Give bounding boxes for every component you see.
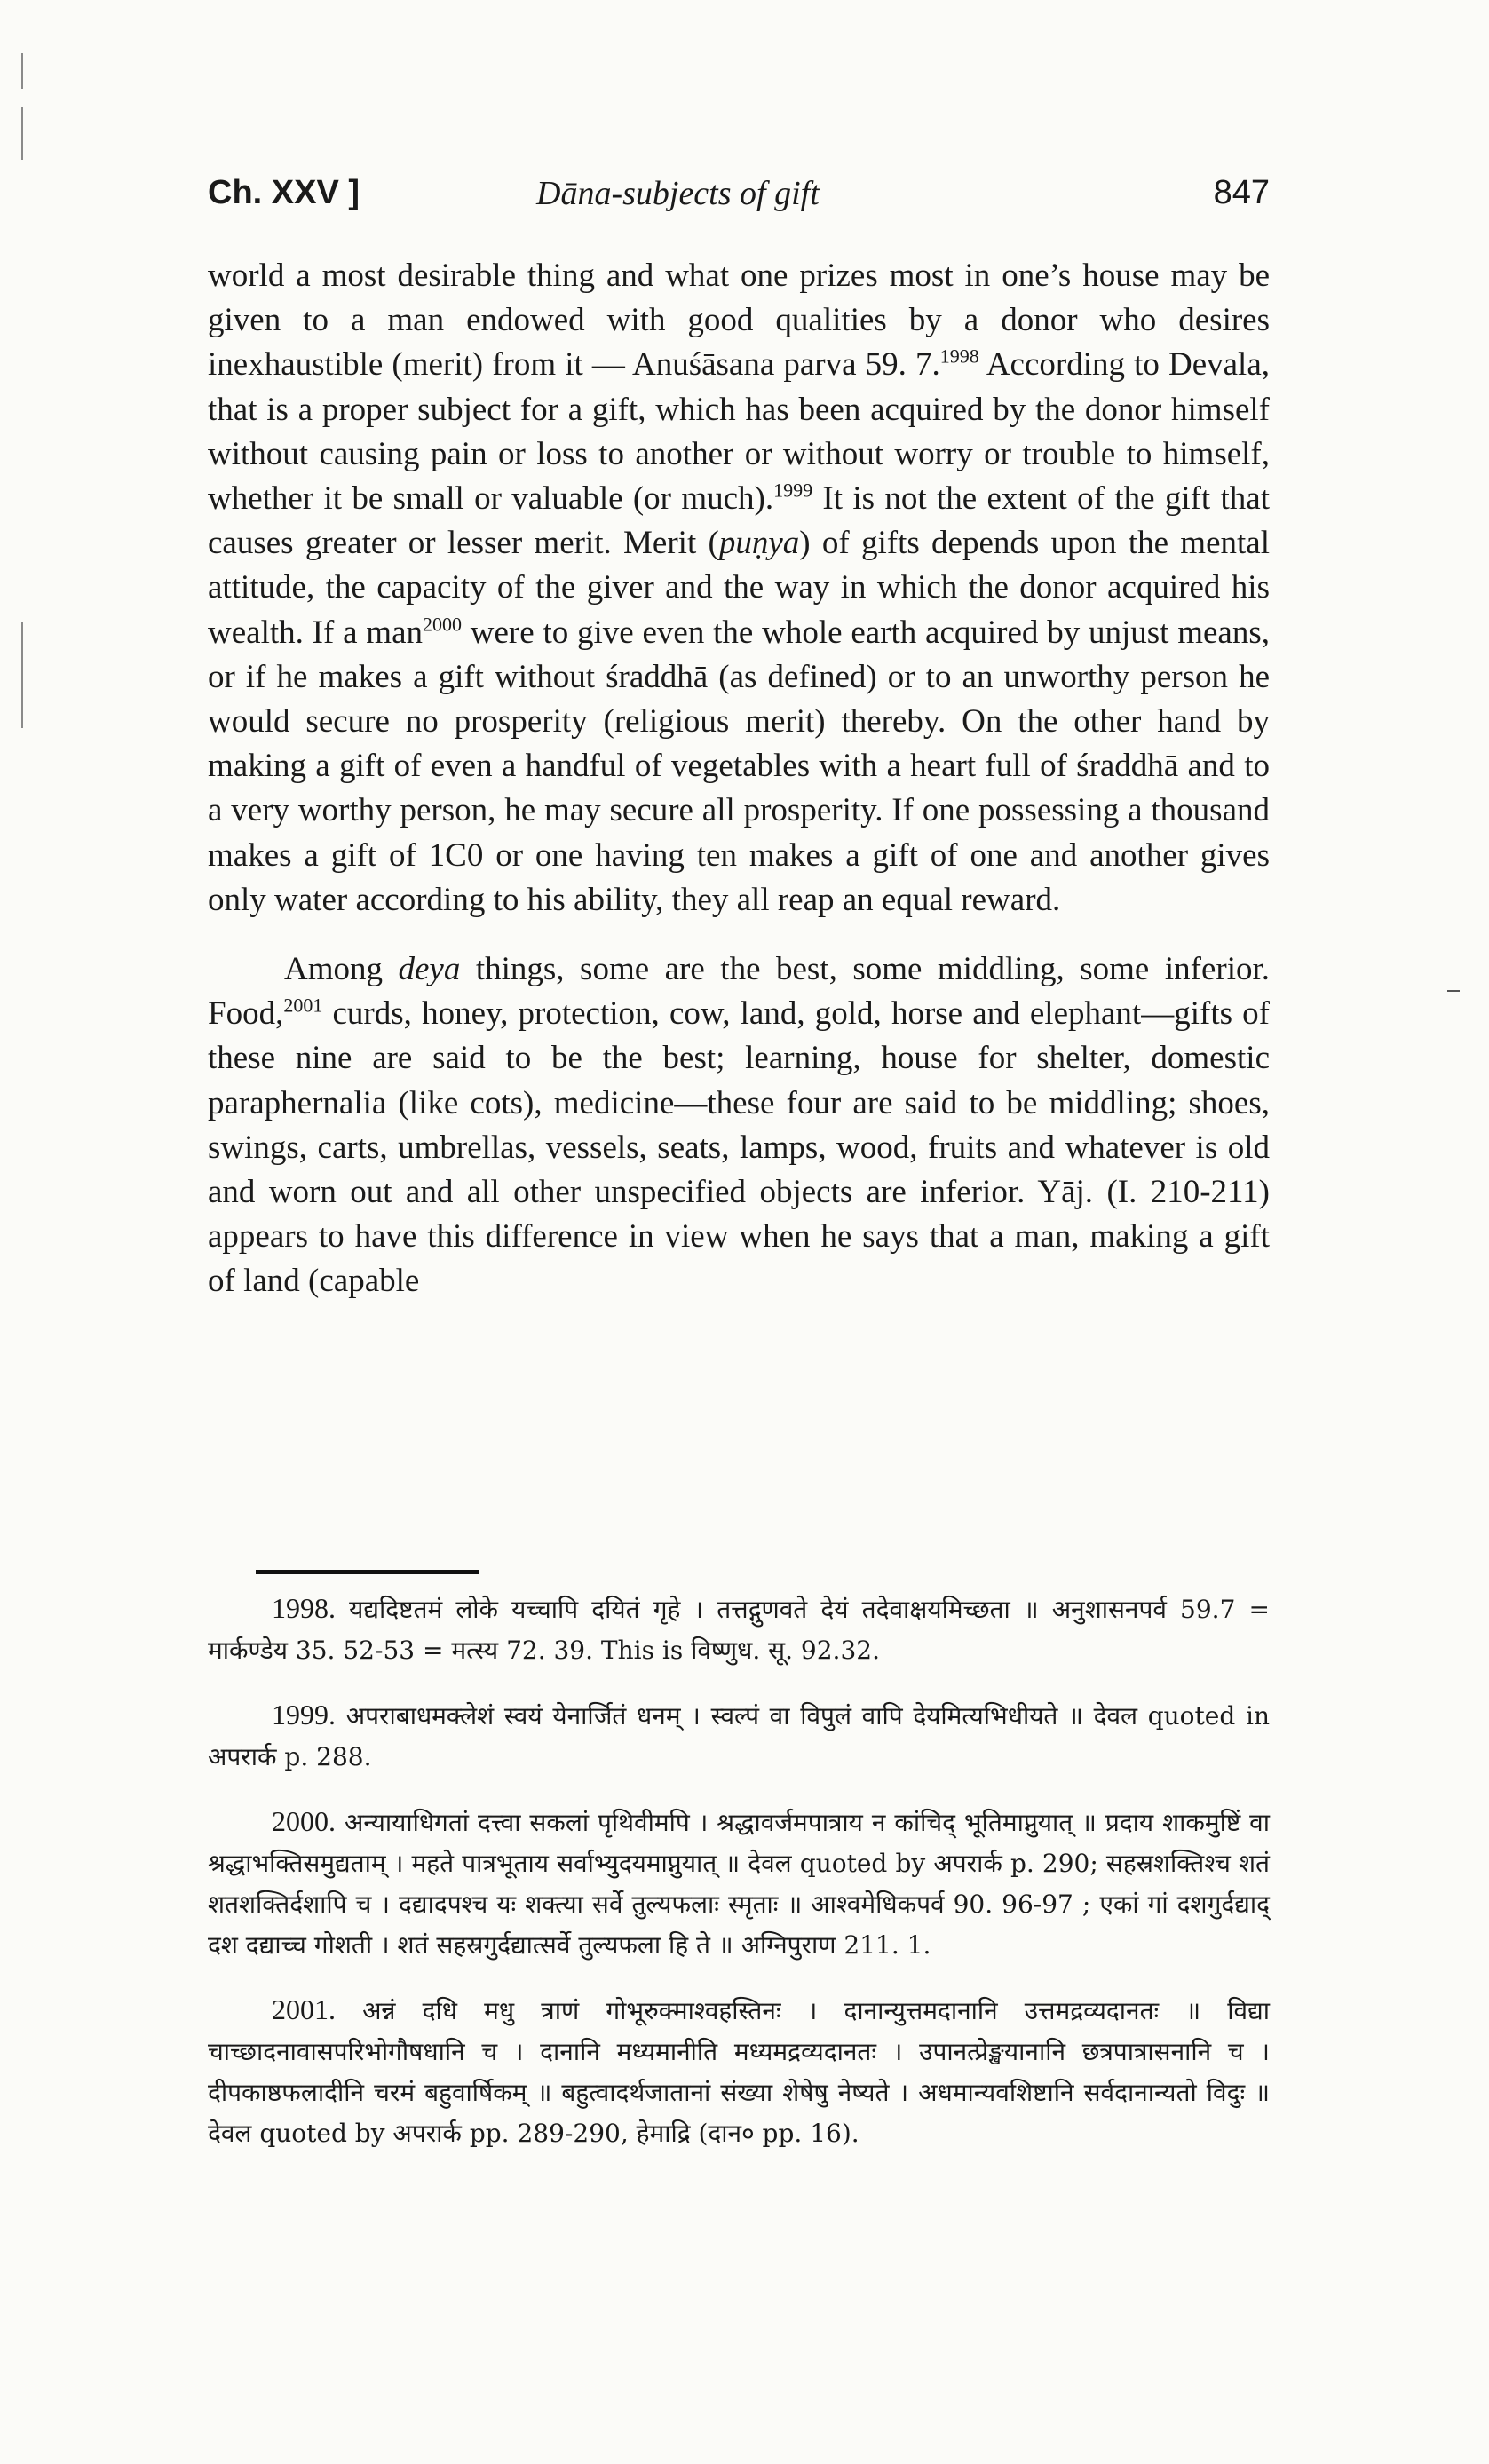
italic-term: deya [398,951,461,988]
footnote-text: अपराबाधमक्लेशं स्वयं येनार्जितं धनम् । स्वल्पं वा विपुलं वापि देयमित्यभिधीयते ॥ देवल quoted in अपरार्क p. 288. [208,1701,1270,1771]
footnote-number: 2001. [272,1993,336,2025]
text-run: were to give even the whole earth acquired by unjust means, or if he makes a gift without śraddhā (as defined) or to an unworthy person he would secure no prosperity (religious merit) thereby. On the other hand by making a gift of even a handful of vegetables with a heart full of śraddhā and to a very worthy person, he may secure all prosperity. If one possessing a thousand makes a gift of 1C0 or one having ten makes a gift of one and another gives only water according to his ability, they all reap an equal reward. [208,614,1270,918]
footnote-divider [256,1570,479,1574]
footnote [208,1989,1270,2154]
footnote-number: 2000. [272,1805,336,1837]
scan-margin-line [21,53,23,89]
footnote-text: अन्नं दधि मधु त्राणं गोभूरुक्माश्वहस्तिनः । दानान्युत्तमदानानि उत्तमद्रव्यदानतः ॥ विद्या चाच्छादनावासपरिभोगौषधानि च । दानानि मध्यमानीति मध्यमद्रव्यदानतः । उपानत्प्रेङ्खयानानि छत्रपात्रासनानि च । दीपकाष्ठफलादीनि चरमं बहुवार्षिकम् ॥ बहुत्वादर्थजातानां संख्या शेषेषु नेष्यते । अधमान्यवशिष्टानि सर्वदानान्यतो विदुः ॥ देवल quoted by अपरार्क pp. 289-290, हेमाद्रि (दान० pp. 16). [208,1996,1270,2148]
running-header [208,174,1270,227]
text-run: things, some are the best, some middling, some inferior. Food, [208,951,1271,1033]
footnote-ref: 2000 [423,613,462,636]
footnote [208,1694,1270,1778]
footnote [208,1588,1270,1671]
paragraph [208,254,1270,923]
italic-term: puṇya [718,525,800,562]
footnote [208,1801,1270,1966]
text-run: It is not the extent of the gift that causes greater or lesser merit. Merit ( [208,480,1270,562]
scan-margin-line [21,107,23,160]
text-run: ) of gifts depends upon the mental attitude, the capacity of the giver and the way in which the donor acquired his wealth. If a man [208,525,1270,651]
text-run: According to Devala, that is a proper subject for a gift, which has been acquired by the donor himself without causing pain or loss to another or without worry or trouble to himself, whether it be small or valuable (or much). [208,346,1271,518]
footnote-text: यद्यदिष्टतमं लोके यच्चापि दयितं गृहे । तत्तद्गुणवते देयं तदेवाक्षयमिच्छता ॥ अनुशासनपर्व 59.7 = मार्कण्डेय 35. 52-53 = मत्स्य 72. 39. This is विष्णुध. सू. 92.32. [208,1595,1270,1665]
footnote-ref: 2001 [283,994,323,1017]
text-run: Among [284,951,399,988]
footnote-ref: 1999 [773,479,813,502]
main-text [208,254,1270,1304]
text-run: curds, honey, protection, cow, land, gold, horse and elephant—gifts of these nine are said to be the best; learning, house for shelter, domestic paraphernalia (like cots), medicine—these four are said to be middling; shoes, swings, carts, umbrellas, vessels, seats, lamps, wood, fruits and whatever is old and worn out and all other unspecified objects are inferior. Yāj. (I. 210-211) appears to have this difference in view when he says that a man, making a gift of land (capable [208,995,1270,1300]
scan-margin-mark [1447,990,1460,992]
chapter-label: Ch. XXV ] [208,174,360,211]
text-run: world a most desirable thing and what one prizes most in one’s house may be given to a man endowed with good qualities by a donor who desires inexhaustible (merit) from it — Anuśāsana parva 59. 7. [208,257,1270,384]
paragraph [208,947,1270,1304]
footnote-text: अन्यायाधिगतां दत्त्वा सकलां पृथिवीमपि । श्रद्धावर्जमपात्राय न कांचिद् भूतिमाप्नुयात् ॥ प्रदाय शाकमुष्टिं वा श्रद्धाभक्तिसमुद्यताम् । महते पात्रभूताय सर्वाभ्युदयमाप्नुयात् ॥ देवल quoted by अपरार्क p. 290; सहस्रशक्तिश्च शतं शतशक्तिर्दशापि च । दद्यादपश्च यः शक्त्या सर्वे तुल्यफलाः स्मृताः ॥ आश्वमेधिकपर्व 90. 96-97 ; एकां गां दशगुर्दद्याद् दश दद्याच्च गोशती । शतं सहस्रगुर्दद्यात्सर्वे तुल्यफला हि ते ॥ अग्निपुराण 211. 1. [208,1808,1270,1960]
footnote-ref: 1998 [939,345,979,368]
footnote-number: 1998. [272,1592,336,1624]
page-title: Dāna-subjects of gift [536,175,820,212]
footnote-number: 1999. [272,1699,336,1731]
scan-margin-line [21,622,23,728]
page-number: 847 [1213,174,1270,211]
footnotes [208,1588,1270,2177]
